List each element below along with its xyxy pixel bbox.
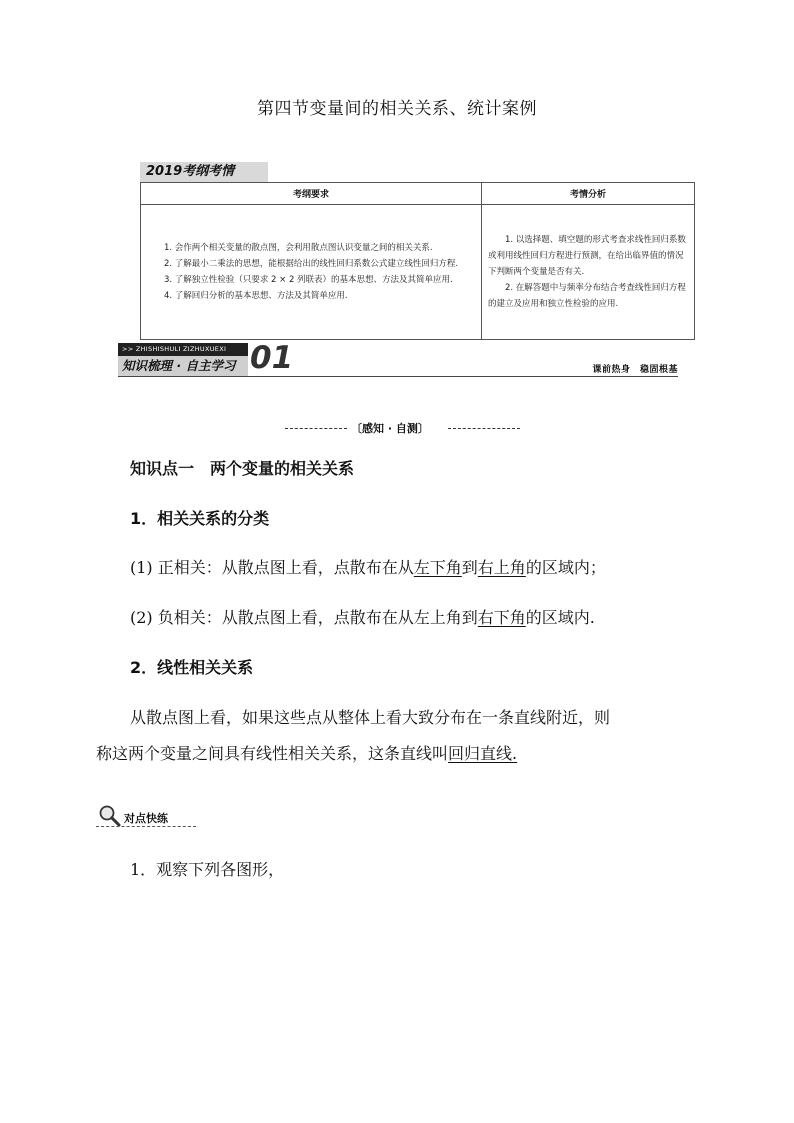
section-title: 知识梳理 · 自主学习 [118, 356, 248, 376]
magnifier-icon [98, 804, 122, 828]
page-title: 第四节变量间的相关关系、统计案例 [257, 99, 537, 119]
answer-blank: 右下角 [477, 608, 526, 627]
subheading-linear: 2．线性相关关系 [130, 658, 254, 677]
quick-practice-label [96, 802, 196, 828]
text-span: 的区域内. [525, 608, 595, 627]
requirement-item: 3. 了解独立性检验（只要求 2 × 2 列联表）的基本思想、方法及其简单应用. [164, 275, 453, 285]
col-header-requirements: 考纲要求 [141, 183, 482, 205]
text-span: (2) 负相关：从散点图上看，点散布在从左上角到 [130, 608, 478, 627]
divider-dash-left [285, 428, 347, 429]
analysis-item: 2. 在解答题中与频率分布结合考查线性回归方程的建立及应用和独立性检验的应用. [488, 283, 686, 309]
section-rule [118, 376, 678, 377]
requirement-item: 4. 了解回归分析的基本思想、方法及其简单应用. [164, 291, 348, 301]
syllabus-table [140, 182, 695, 340]
requirement-item: 2. 了解最小二乘法的思想，能根据给出的线性回归系数公式建立线性回归方程. [164, 259, 459, 269]
answer-blank: 左下角 [413, 558, 462, 577]
divider-dash-right [448, 428, 520, 429]
answer-blank: 回归直线. [448, 744, 518, 763]
question-1: 1．观察下列各图形， [130, 860, 285, 879]
section-pinyin: >> ZHISHISHULI ZIZHUXUEXI [118, 343, 248, 356]
text-span: 称这两个变量之间具有线性相关关系，这条直线叫 [96, 744, 449, 763]
text-span: (1) 正相关：从散点图上看，点散布在从 [130, 558, 414, 577]
col-header-analysis: 考情分析 [482, 183, 695, 205]
section-pinyin-text: ZHISHISHULI ZIZHUXUEXI [135, 345, 227, 353]
divider-text: 感知 · 自测 [362, 422, 418, 435]
paragraph-line: 从散点图上看，如果这些点从整体上看大致分布在一条直线附近，则 [130, 708, 611, 727]
subheading-classification: 1．相关关系的分类 [130, 509, 270, 528]
requirements-cell [141, 205, 482, 340]
text-span: 的区域内； [525, 558, 606, 577]
positive-correlation-line [130, 555, 606, 578]
section-header [118, 340, 678, 377]
analysis-item: 1. 以选择题、填空题的形式考查求线性回归系数或利用线性回归方程进行预测，在给出临界值的情况下判断两个变量是否有关. [488, 235, 686, 277]
text-span: 到 [461, 558, 478, 577]
requirement-item: 1. 会作两个相关变量的散点图，会利用散点图认识变量之间的相关关系. [164, 243, 433, 253]
section-subtitle: 课前热身 稳固根基 [592, 365, 678, 375]
table-header-row [141, 183, 695, 205]
paragraph-line [96, 741, 517, 764]
answer-blank: 右上角 [477, 558, 526, 577]
knowledge-heading: 知识点一 两个变量的相关关系 [130, 459, 355, 478]
quick-label-text: 对点快练 [124, 812, 168, 825]
section-divider [285, 418, 520, 440]
quick-underline [96, 826, 196, 827]
section-number: 01 [250, 340, 294, 376]
table-row [141, 205, 695, 340]
negative-correlation-line [130, 605, 595, 628]
analysis-cell [482, 205, 695, 340]
syllabus-banner: 2019考纲考情 [140, 162, 268, 182]
divider-label: 〔感知 · 自测〕 [351, 422, 429, 435]
